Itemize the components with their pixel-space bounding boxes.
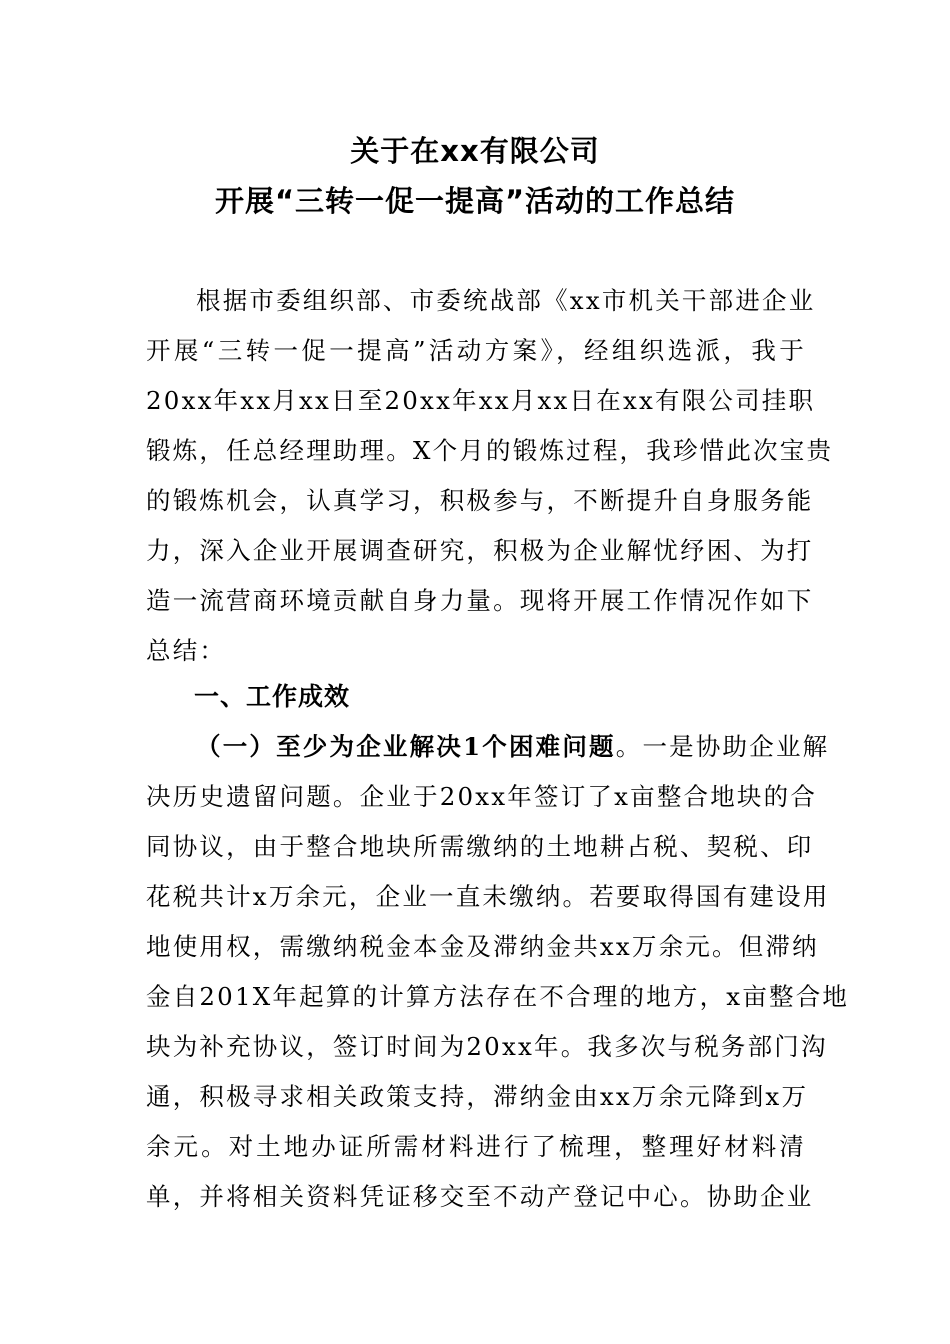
- paragraph-line: 地使用权，需缴纳税金本金及滞纳金共xx万余元。但滞纳: [146, 932, 819, 961]
- section-heading: 一、工作成效: [194, 682, 351, 711]
- paragraph-line: 同协议，由于整合地块所需缴纳的土地耕占税、契税、印: [146, 832, 814, 861]
- intro-paragraph: [146, 276, 834, 676]
- document-title-line-1: 关于在xx有限公司: [350, 134, 600, 168]
- paragraph-line: 花税共计x万余元，企业一直未缴纳。若要取得国有建设用: [146, 882, 830, 911]
- paragraph-line: 造一流营商环境贡献自身力量。现将开展工作情况作如下: [146, 586, 814, 615]
- paragraph-line: 20xx年xx月xx日至20xx年xx月xx日在xx有限公司挂职: [146, 386, 816, 415]
- subsection-heading: （一）至少为企业解决1个困难问题: [196, 732, 616, 761]
- paragraph-line: 总结：: [146, 636, 227, 665]
- paragraph-line: 单，并将相关资料凭证移交至不动产登记中心。协助企业: [146, 1182, 814, 1211]
- paragraph-line: 余元。对土地办证所需材料进行了梳理，整理好材料清: [146, 1132, 806, 1161]
- paragraph-line: 根据市委组织部、市委统战部《xx市机关干部进企业: [196, 286, 816, 315]
- paragraph-first-line: [146, 722, 830, 772]
- paragraph-line: 的锻炼机会，认真学习，积极参与，不断提升自身服务能: [146, 486, 814, 515]
- document-title-line-2: 开展“三转一促一提高”活动的工作总结: [214, 184, 736, 218]
- paragraph-line: 通，积极寻求相关政策支持，滞纳金由xx万余元降到x万: [146, 1082, 809, 1111]
- paragraph-line: 力，深入企业开展调查研究，积极为企业解忧纾困、为打: [146, 536, 814, 565]
- paragraph-line: 开展“三转一促一提高”活动方案》，经组织选派，我于: [146, 336, 806, 365]
- achievement-paragraph: [146, 722, 850, 1222]
- paragraph-line: 金自201X年起算的计算方法存在不合理的地方，x亩整合地: [146, 982, 850, 1011]
- paragraph-line: 决历史遗留问题。企业于20xx年签订了x亩整合地块的合: [146, 782, 818, 811]
- paragraph-line: 锻炼，任总经理助理。X个月的锻炼过程，我珍惜此次宝贵: [146, 436, 834, 465]
- paragraph-line-rest: 。一是协助企业解: [615, 732, 830, 761]
- paragraph-line: 块为补充协议，签订时间为20xx年。我多次与税务部门沟: [146, 1032, 828, 1061]
